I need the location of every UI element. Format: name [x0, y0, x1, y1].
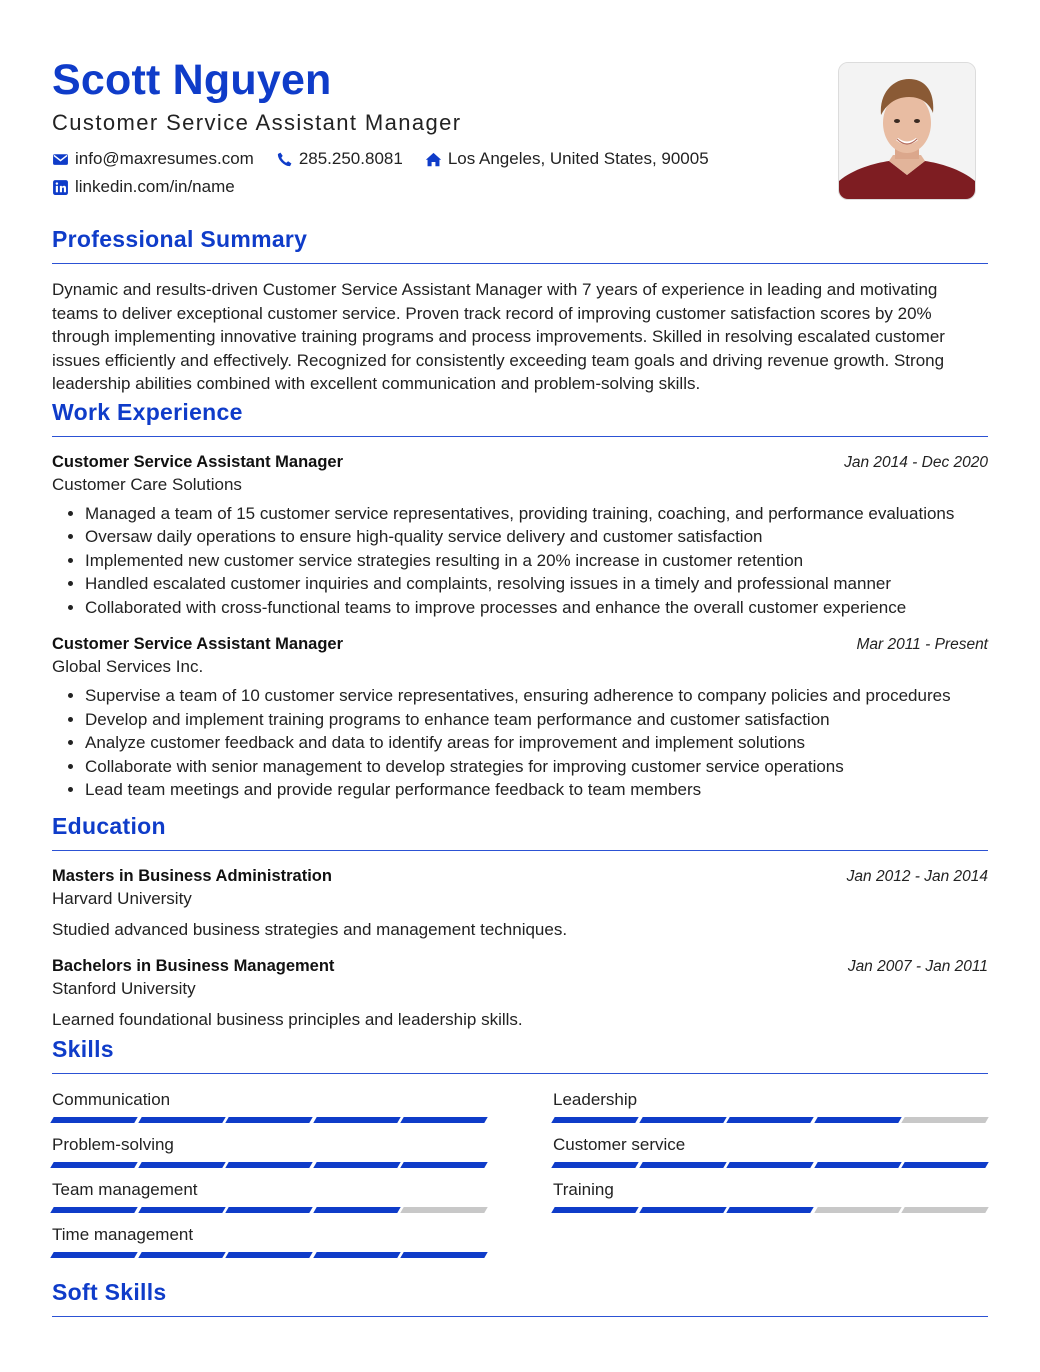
skill-level-segment-empty	[814, 1207, 901, 1213]
skill-level-segment-filled	[50, 1207, 137, 1213]
skill-level-segment-filled	[50, 1252, 137, 1258]
soft-skills-section	[52, 1278, 988, 1317]
contact-row	[52, 149, 731, 169]
skill-level-segment-filled	[639, 1162, 726, 1168]
skill-level-bar	[52, 1252, 486, 1258]
candidate-role: Customer Service Assistant Manager	[52, 110, 462, 135]
skill-name: Problem-solving	[52, 1134, 174, 1154]
skill-level-bar	[52, 1162, 486, 1168]
skill-level-segment-filled	[401, 1117, 488, 1123]
job-title: Customer Service Assistant Manager	[52, 452, 343, 471]
skill-item	[52, 1133, 486, 1168]
education-dates: Jan 2007 - Jan 2011	[847, 957, 988, 975]
education-description: Studied advanced business strategies and management techniques.	[52, 919, 568, 939]
skill-name: Training	[553, 1179, 614, 1199]
job-bullets	[52, 502, 988, 620]
experience-heading: Work Experience	[52, 398, 988, 437]
job-title: Customer Service Assistant Manager	[52, 635, 343, 653]
job-entry	[52, 633, 988, 802]
job-company: Customer Care Solutions	[52, 474, 242, 494]
school-name: Harvard University	[52, 888, 192, 908]
skill-level-segment-empty	[902, 1117, 989, 1123]
summary-heading: Professional Summary	[52, 225, 988, 264]
skill-level-segment-empty	[902, 1207, 989, 1213]
skill-level-segment-filled	[726, 1117, 813, 1123]
job-bullet: • Lead team meetings and provide regular performance feedback to team members	[85, 778, 988, 802]
job-bullet: • Implemented new customer service strategies resulting in a 20% increase in customer retention	[85, 549, 988, 573]
job-bullet: • Develop and implement training programs to enhance team performance and customer satisfaction	[85, 708, 988, 732]
soft-skills-heading: Soft Skills	[52, 1278, 988, 1317]
skill-level-segment-filled	[138, 1207, 225, 1213]
skills-section	[52, 1035, 988, 1258]
skill-level-bar	[553, 1162, 987, 1168]
job-bullet: • Managed a team of 15 customer service representatives, providing training, coaching, and performance evaluations	[85, 502, 988, 526]
profile-photo	[838, 62, 976, 200]
candidate-name: Scott Nguyen	[52, 56, 332, 104]
job-company: Global Services Inc.	[52, 657, 204, 676]
linkedin-text: linkedin.com/in/name	[75, 177, 235, 196]
skill-level-bar	[52, 1207, 486, 1213]
skill-level-segment-filled	[401, 1252, 488, 1258]
skill-level-segment-filled	[225, 1207, 312, 1213]
skill-level-segment-filled	[50, 1162, 137, 1168]
education-section	[52, 812, 988, 1031]
job-bullet: • Handled escalated customer inquiries and complaints, resolving issues in a timely and professional manner	[85, 572, 988, 596]
skill-level-segment-filled	[902, 1162, 989, 1168]
location-text: Los Angeles, United States, 90005	[447, 149, 709, 168]
job-bullet: • Collaborated with cross-functional teams to improve processes and enhance the overall customer experience	[85, 596, 988, 620]
contact-email[interactable]	[52, 149, 254, 169]
skill-item	[52, 1088, 486, 1123]
skill-level-segment-filled	[225, 1162, 312, 1168]
phone-icon	[276, 151, 293, 168]
skill-level-segment-filled	[814, 1117, 901, 1123]
skill-name: Communication	[52, 1089, 171, 1109]
skill-item	[553, 1088, 987, 1123]
education-dates: Jan 2012 - Jan 2014	[846, 867, 988, 885]
job-bullet: • Collaborate with senior management to develop strategies for improving customer service operations	[85, 755, 988, 779]
skill-level-segment-filled	[313, 1252, 400, 1258]
skill-level-segment-filled	[138, 1252, 225, 1258]
skill-level-segment-filled	[401, 1162, 488, 1168]
skill-name: Time management	[52, 1224, 194, 1244]
skill-name: Leadership	[553, 1089, 638, 1109]
phone-text: 285.250.8081	[298, 149, 403, 168]
skill-level-segment-filled	[138, 1162, 225, 1168]
skill-item	[52, 1223, 486, 1258]
skill-level-segment-empty	[401, 1207, 488, 1213]
degree-title: Bachelors in Business Management	[52, 956, 335, 975]
skill-item	[553, 1133, 987, 1168]
profile-portrait	[839, 63, 975, 199]
education-description: Learned foundational business principles and leadership skills.	[52, 1009, 523, 1029]
skill-item	[52, 1178, 486, 1213]
skill-level-segment-filled	[726, 1207, 813, 1213]
skills-grid	[52, 1088, 988, 1258]
skill-level-segment-filled	[313, 1162, 400, 1168]
contact-location	[425, 149, 709, 169]
skill-level-segment-filled	[225, 1252, 312, 1258]
skill-level-segment-filled	[313, 1207, 400, 1213]
job-bullets	[52, 684, 988, 802]
envelope-icon	[52, 151, 69, 168]
contact-row-2	[52, 177, 257, 197]
resume-header	[52, 0, 988, 225]
skill-level-segment-filled	[50, 1117, 137, 1123]
skill-level-bar	[52, 1117, 486, 1123]
skill-level-segment-filled	[639, 1207, 726, 1213]
email-text: info@maxresumes.com	[75, 149, 254, 168]
summary-section	[52, 225, 988, 396]
education-entry	[52, 955, 988, 1031]
job-dates: Mar 2011 - Present	[856, 636, 988, 653]
education-heading: Education	[52, 812, 988, 851]
school-name: Stanford University	[52, 978, 196, 998]
skill-name: Customer service	[553, 1134, 686, 1154]
skill-level-bar	[553, 1207, 987, 1213]
resume-page	[52, 0, 988, 1331]
experience-section	[52, 398, 988, 802]
linkedin-icon	[52, 179, 69, 196]
contact-linkedin[interactable]	[52, 177, 235, 197]
skill-level-segment-filled	[726, 1162, 813, 1168]
skill-item	[553, 1178, 987, 1213]
degree-title: Masters in Business Administration	[52, 866, 332, 885]
job-dates: Jan 2014 - Dec 2020	[844, 453, 988, 471]
skill-level-segment-filled	[551, 1207, 638, 1213]
home-icon	[425, 151, 442, 168]
skill-level-segment-filled	[138, 1117, 225, 1123]
skill-level-bar	[553, 1117, 987, 1123]
skill-level-segment-filled	[639, 1117, 726, 1123]
job-bullet: • Supervise a team of 10 customer service representatives, ensuring adherence to company policies and procedures	[85, 684, 988, 708]
skill-level-segment-filled	[313, 1117, 400, 1123]
skill-name: Team management	[52, 1179, 198, 1199]
skill-level-segment-filled	[551, 1162, 638, 1168]
job-entry	[52, 451, 988, 620]
job-bullet: • Oversaw daily operations to ensure high-quality service delivery and customer satisfaction	[85, 525, 988, 549]
skill-level-segment-filled	[225, 1117, 312, 1123]
job-bullet: • Analyze customer feedback and data to identify areas for improvement and implement solutions	[85, 731, 988, 755]
skills-heading: Skills	[52, 1035, 988, 1074]
skill-level-segment-filled	[551, 1117, 638, 1123]
contact-phone[interactable]	[276, 149, 403, 169]
skill-level-segment-filled	[814, 1162, 901, 1168]
education-entry	[52, 865, 988, 941]
summary-text: Dynamic and results-driven Customer Service Assistant Manager with 7 years of experience in leading and motivating teams to deliver exceptional customer service. Proven track record of improving customer satisfaction scores by 20% through implementing innovative training programs and process improvements. Skilled in resolving escalated customer issues efficiently and effectively. Recognized for consistently exceeding team goals and driving revenue growth. Strong leadership abilities combined with excellent communication and problem-solving skills.	[52, 280, 945, 393]
